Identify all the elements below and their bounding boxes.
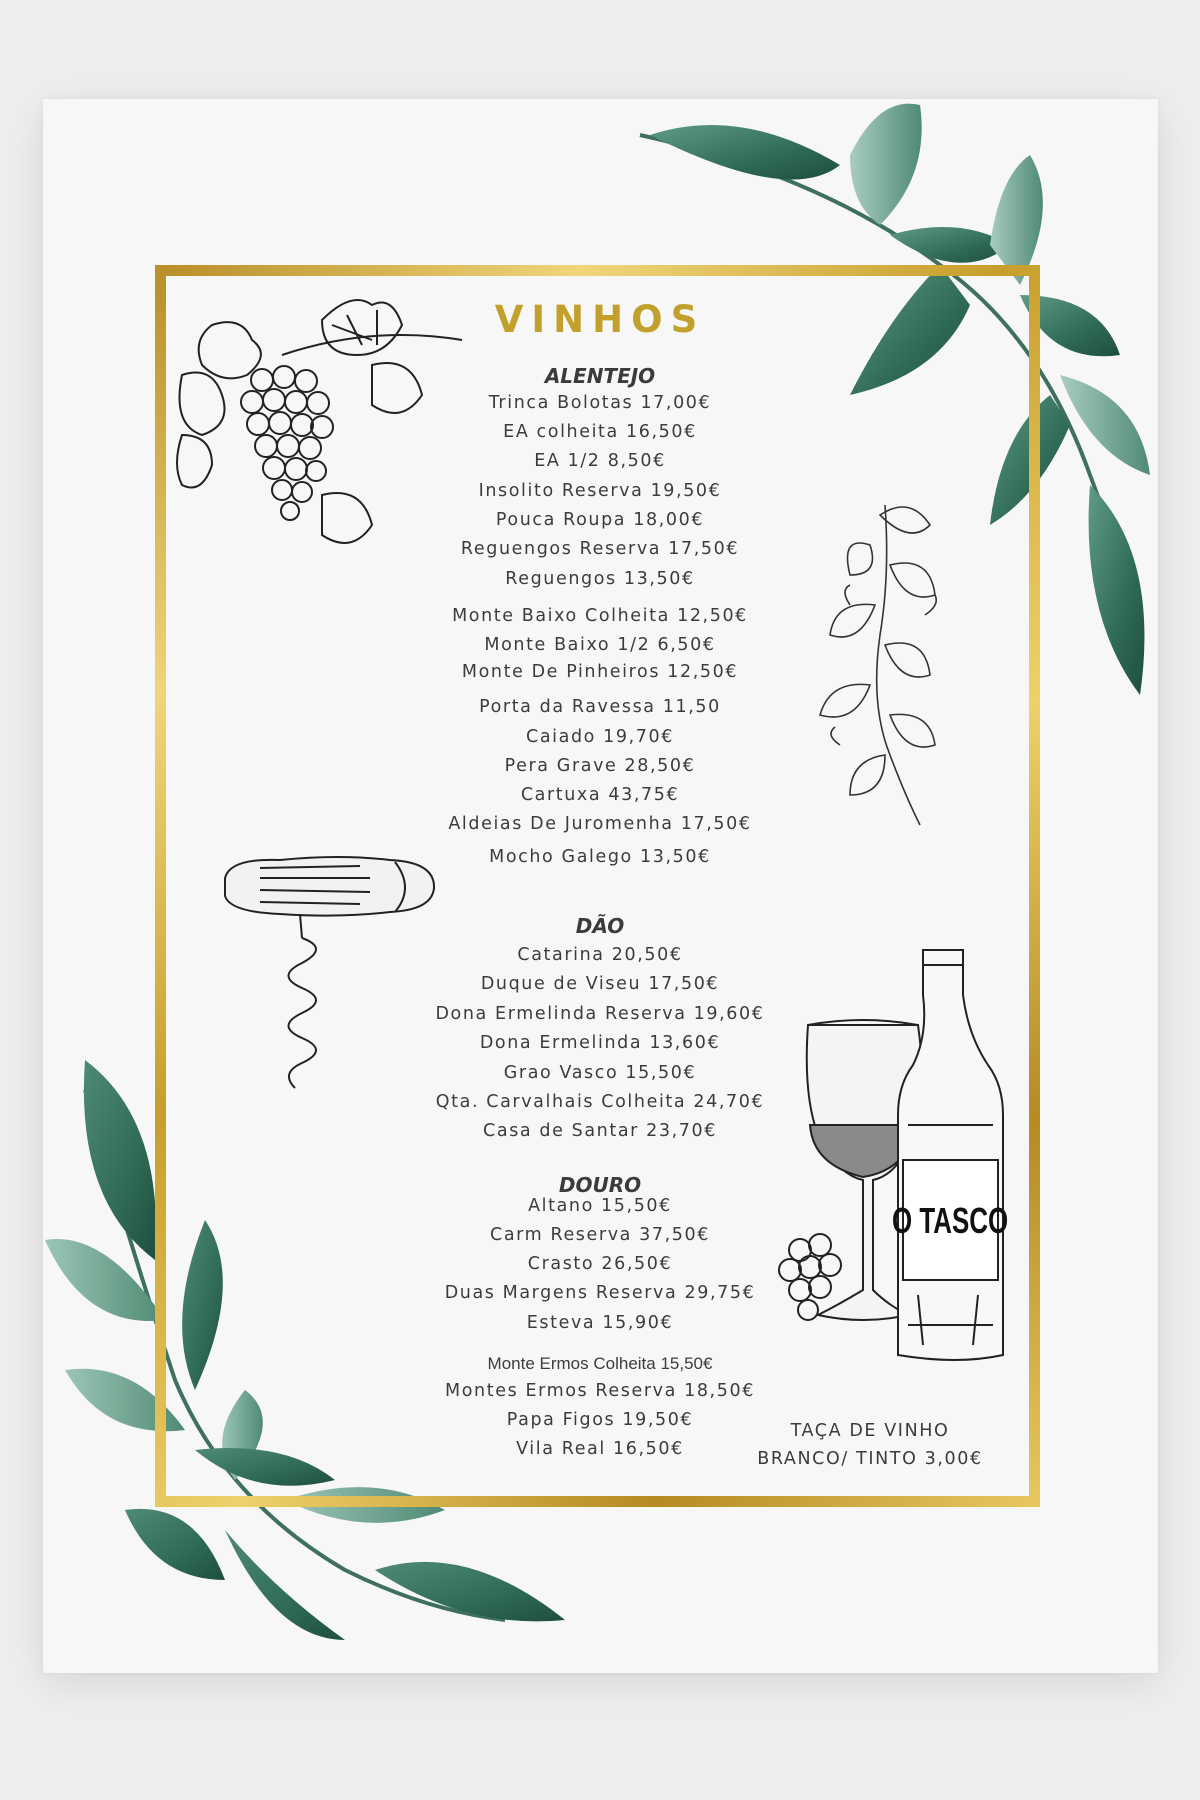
wine-item: Dona Ermelinda Reserva 19,60€ bbox=[435, 1004, 765, 1024]
wine-item: Papa Figos 19,50€ bbox=[506, 1410, 694, 1430]
glass-note-line1: TAÇA DE VINHO bbox=[790, 1421, 950, 1441]
wine-item: Cartuxa 43,75€ bbox=[520, 785, 680, 805]
wine-item: Catarina 20,50€ bbox=[517, 945, 683, 965]
wine-item: Dona Ermelinda 13,60€ bbox=[479, 1033, 721, 1053]
wine-item: Pouca Roupa 18,00€ bbox=[495, 510, 705, 530]
wine-item: Qta. Carvalhais Colheita 24,70€ bbox=[435, 1092, 765, 1112]
wine-item: Esteva 15,90€ bbox=[526, 1313, 674, 1333]
wine-item: Mocho Galego 13,50€ bbox=[489, 847, 711, 867]
wine-item: Grao Vasco 15,50€ bbox=[503, 1063, 697, 1083]
wine-item: Insolito Reserva 19,50€ bbox=[478, 481, 722, 501]
wine-item: Casa de Santar 23,70€ bbox=[483, 1121, 717, 1141]
wine-item: Crasto 26,50€ bbox=[527, 1254, 673, 1274]
wine-item: Pera Grave 28,50€ bbox=[504, 756, 696, 776]
bottle-label-text: O TASCO bbox=[892, 1200, 1009, 1242]
section-heading-douro: DOURO bbox=[558, 1173, 642, 1197]
wine-item: Monte Baixo Colheita 12,50€ bbox=[452, 606, 748, 626]
menu-title: VINHOS bbox=[494, 298, 706, 341]
wine-item: Vila Real 16,50€ bbox=[516, 1439, 684, 1459]
wine-item: Caiado 19,70€ bbox=[526, 727, 674, 747]
glass-note-line2: BRANCO/ TINTO 3,00€ bbox=[757, 1449, 983, 1469]
wine-item: Monte De Pinheiros 12,50€ bbox=[461, 662, 739, 682]
wine-item: Reguengos Reserva 17,50€ bbox=[460, 539, 740, 559]
glass-of-wine-note bbox=[740, 1417, 1000, 1473]
corkscrew-illustration bbox=[220, 848, 440, 1098]
wine-item: Duque de Viseu 17,50€ bbox=[480, 974, 720, 994]
wine-item: Altano 15,50€ bbox=[528, 1196, 672, 1216]
section-heading-alentejo: ALENTEJO bbox=[544, 364, 656, 388]
section-heading-dao: DÃO bbox=[575, 914, 625, 938]
wine-item: Trinca Bolotas 17,00€ bbox=[488, 393, 712, 413]
wine-item: Carm Reserva 37,50€ bbox=[490, 1225, 710, 1245]
wine-item: Montes Ermos Reserva 18,50€ bbox=[445, 1381, 755, 1401]
wine-item: EA 1/2 8,50€ bbox=[534, 451, 666, 471]
wine-item: Reguengos 13,50€ bbox=[505, 569, 695, 589]
wine-item: Monte Baixo 1/2 6,50€ bbox=[484, 635, 716, 655]
wine-item: Duas Margens Reserva 29,75€ bbox=[444, 1283, 756, 1303]
wine-item: Porta da Ravessa 11,50 bbox=[479, 697, 721, 717]
wine-item: Aldeias De Juromenha 17,50€ bbox=[448, 814, 752, 834]
wine-item: EA colheita 16,50€ bbox=[503, 422, 697, 442]
wine-item: Monte Ermos Colheita 15,50€ bbox=[487, 1354, 713, 1373]
